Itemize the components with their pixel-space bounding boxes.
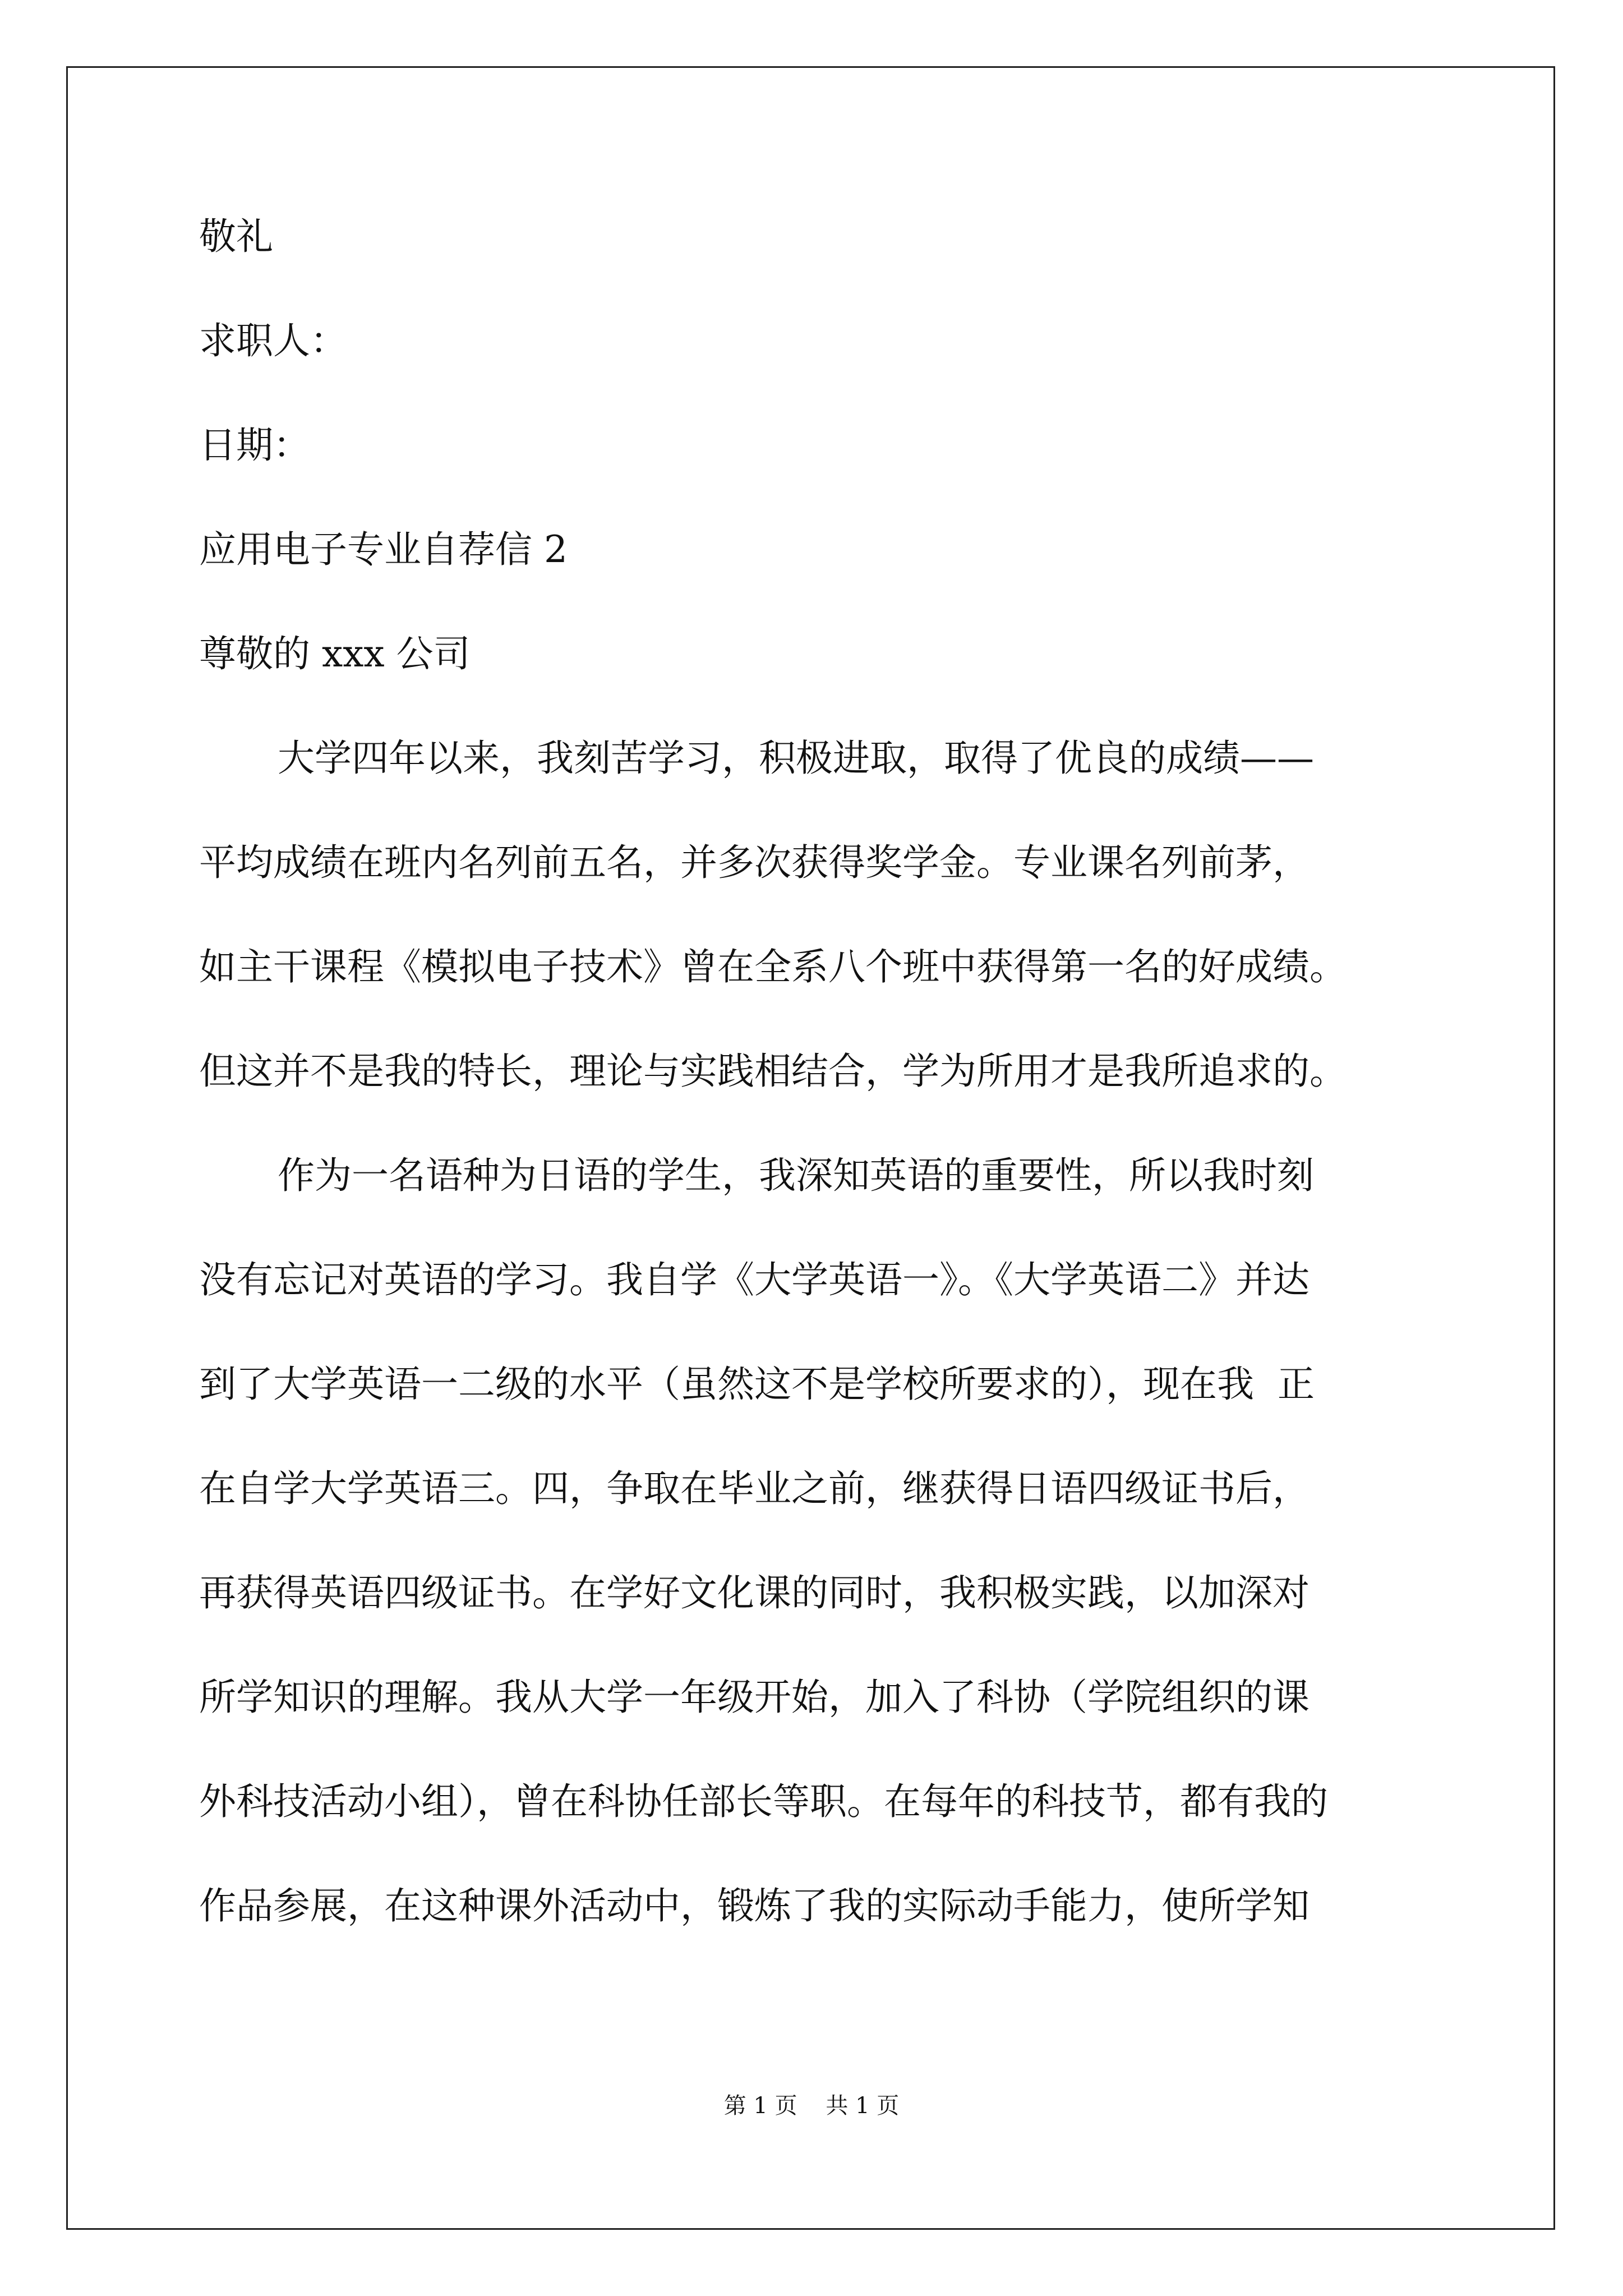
paragraph1-line: 但这并不是我的特长，理论与实践相结合，学为所用才是我所追求的。 bbox=[199, 1050, 1347, 1093]
paragraph1-line: 平均成绩在班内名列前五名，并多次获得奖学金。专业课名列前茅， bbox=[199, 841, 1310, 884]
paragraph2-line: 没有忘记对英语的学习。我自学《大学英语一》。《大学英语二》并达 bbox=[199, 1258, 1310, 1301]
page-footer: 第 1 页 共 1 页 bbox=[723, 2093, 900, 2119]
paragraph2-line: 作品参展，在这种课外活动中，锻炼了我的实际动手能力，使所学知 bbox=[199, 1884, 1310, 1927]
closing-salutation: 敬礼 bbox=[199, 215, 273, 258]
document-body bbox=[199, 216, 1433, 1927]
date-label: 日期： bbox=[199, 424, 310, 467]
applicant-label: 求职人： bbox=[199, 319, 347, 362]
paragraph2-line: 在自学大学英语三。四，争取在毕业之前，继获得日语四级证书后， bbox=[199, 1467, 1310, 1510]
paragraph2-line: 外科技活动小组），曾在科协任部长等职。在每年的科技节，都有我的 bbox=[199, 1780, 1328, 1823]
greeting: 尊敬的 xxx 公司 bbox=[199, 632, 471, 675]
paragraph2-line: 到了大学英语一二级的水平（虽然这不是学校所要求的），现在我 正 bbox=[199, 1363, 1315, 1406]
letter-title: 应用电子专业自荐信 2 bbox=[199, 528, 568, 571]
paragraph1-line: 如主干课程《模拟电子技术》曾在全系八个班中获得第一名的好成绩。 bbox=[199, 945, 1347, 988]
paragraph2-line: 再获得英语四级证书。在学好文化课的同时，我积极实践，以加深对 bbox=[199, 1571, 1310, 1614]
paragraph2-line: 所学知识的理解。我从大学一年级开始，加入了科协（学院组织的课 bbox=[199, 1676, 1310, 1719]
paragraph2-line: 作为一名语种为日语的学生，我深知英语的重要性，所以我时刻 bbox=[278, 1154, 1314, 1197]
paragraph1-line: 大学四年以来，我刻苦学习，积极进取，取得了优良的成绩—— bbox=[278, 737, 1314, 780]
